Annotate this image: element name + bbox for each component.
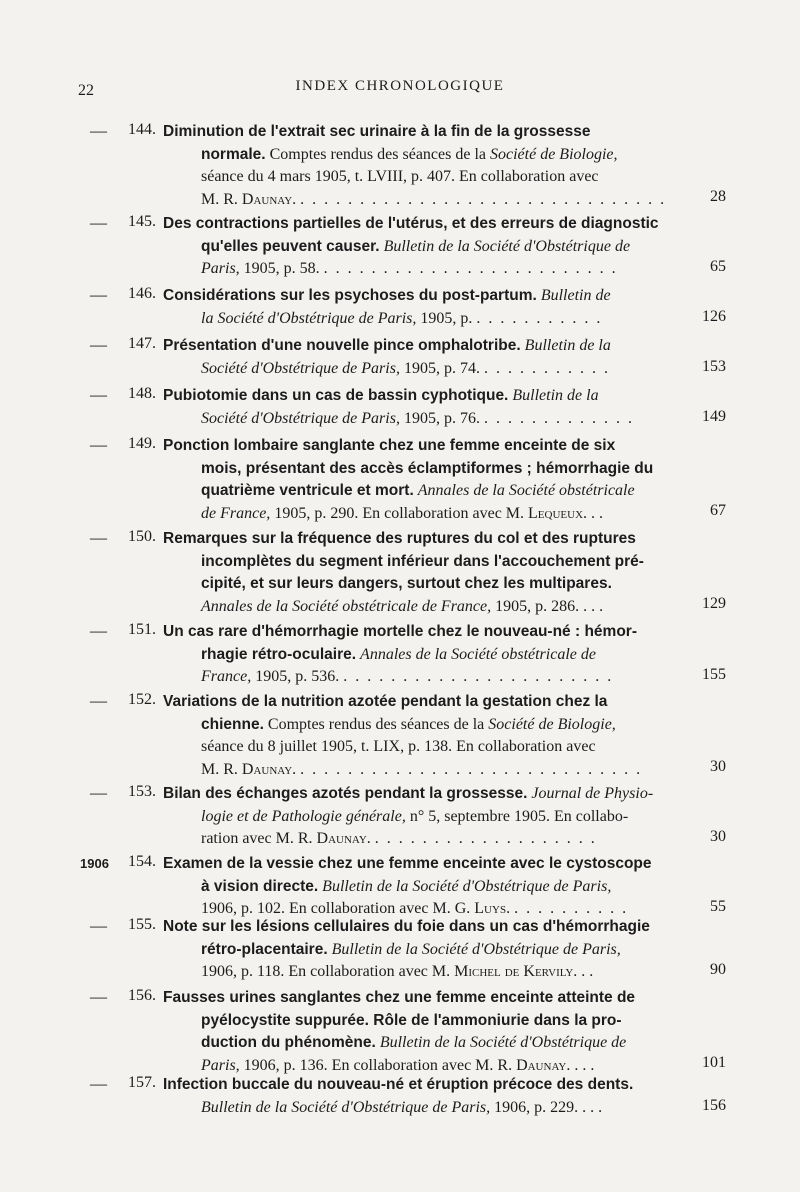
entry-number: 148. (128, 385, 156, 402)
entry-number: 156. (128, 987, 156, 1004)
entry-page: 101 (702, 1054, 726, 1071)
entry-page: 156 (702, 1097, 726, 1114)
entry-page: 149 (702, 408, 726, 425)
entry-number: 147. (128, 335, 156, 352)
entry-page: 30 (710, 828, 726, 845)
entry-marker: — (90, 621, 107, 640)
entry-text: Un cas rare d'hémorrhagie mortelle chez le nouveau-né : hémor- rhagie rétro-oculaire. Annales de la Société obstétricale de France, 1905, p. 536. . . . . . . . . . . . . . . . . . . . . . . . (163, 623, 637, 685)
entry-number: 144. (128, 121, 156, 138)
entry-text: Fausses urines sanglantes chez une femme enceinte atteinte de pyélocystite suppurée. Rôle de l'ammoniurie dans la pro- duction du phénomène. Bulletin de la Société d'Obstétrique de Paris, 1906, p. 136. En collaboration avec M. R. Daunay. . . . (163, 989, 636, 1074)
entry-marker: — (90, 213, 107, 232)
entry-page: 129 (702, 595, 726, 612)
entry-page: 90 (710, 961, 726, 978)
entry-marker: — (90, 385, 107, 404)
entry-number: 153. (128, 783, 156, 800)
entry-number: 151. (128, 621, 156, 638)
entry-marker: — (90, 987, 107, 1006)
entry-marker: — (90, 916, 107, 935)
entry-text: Note sur les lésions cellulaires du foie dans un cas d'hémorrhagie rétro-placentaire. Bulletin de la Société d'Obstétrique de Paris, 1906, p. 118. En collaboration avec M. Michel de Kervily. . . (163, 918, 650, 980)
entry-page: 155 (702, 666, 726, 683)
entry-marker: — (90, 1074, 107, 1093)
entry-text: Ponction lombaire sanglante chez une femme enceinte de six mois, présentant des accès éclamptiformes ; hémorrhagie du quatrième ventricule et mort. Annales de la Société obstétricale de France, 1905, p. 290. En collaboration avec M. Lequeux. . . (163, 437, 654, 522)
entry-page: 30 (710, 758, 726, 775)
entry-text: Remarques sur la fréquence des ruptures du col et des ruptures incomplètes du segment inférieur dans l'accouchement pré- cipité, et sur leurs dangers, surtout chez les multipares. Annales de la Société obstétricale de France, 1905, p. 286. . . . (163, 530, 644, 615)
entry-text: Examen de la vessie chez une femme enceinte avec le cystoscope à vision directe. Bulletin de la Société d'Obstétrique de Paris, 1906, p. 102. En collaboration avec M. G. Luys. . . . . . . . . . . (163, 855, 652, 917)
entry-text: Diminution de l'extrait sec urinaire à la fin de la grossesse normale. Comptes rendus des séances de la Société de Biologie, séance du 4 mars 1905, t. LVIII, p. 407. En collaboration avec M. R. Daunay. . . . . . . . . . . . . . . . . . . . . . . . . . . . . . . . (163, 123, 667, 208)
entry-marker: — (90, 783, 107, 802)
entry-number: 146. (128, 285, 156, 302)
entry-number: 150. (128, 528, 156, 545)
entry-number: 154. (128, 853, 156, 870)
page-header (0, 78, 800, 102)
entry-page: 126 (702, 308, 726, 325)
entry-page: 67 (710, 502, 726, 519)
entry-number: 145. (128, 213, 156, 230)
entry-marker: — (90, 435, 107, 454)
entry-text: Considérations sur les psychoses du post-partum. Bulletin de la Société d'Obstétrique de Paris, 1905, p. . . . . . . . . . . . (163, 287, 611, 327)
entry-marker: — (90, 528, 107, 547)
entry-marker: — (90, 285, 107, 304)
entry-page: 55 (710, 898, 726, 915)
entry-number: 157. (128, 1074, 156, 1091)
entry-year: 1906 (80, 856, 109, 871)
page-number: 22 (78, 82, 94, 99)
entry-text: Infection buccale du nouveau-né et éruption précoce des dents. Bulletin de la Société d'Obstétrique de Paris, 1906, p. 229. . . . (163, 1076, 634, 1116)
entry-text: Bilan des échanges azotés pendant la grossesse. Journal de Physio- logie et de Pathologie générale, n° 5, septembre 1905. En collabo- ration avec M. R. Daunay. . . . . . . . . . . . . . . . . . . . (163, 785, 654, 847)
entry-page: 28 (710, 188, 726, 205)
entry-number: 155. (128, 916, 156, 933)
entry-text: Variations de la nutrition azotée pendant la gestation chez la chienne. Comptes rendus des séances de la Société de Biologie, séance du 8 juillet 1905, t. LIX, p. 138. En collaboration avec M. R. Daunay. . . . . . . . . . . . . . . . . . . . . . . . . . . . . . (163, 693, 643, 778)
entry-marker: — (90, 121, 107, 140)
entry-text: Des contractions partielles de l'utérus, et des erreurs de diagnostic qu'elles peuvent causer. Bulletin de la Société d'Obstétrique de Paris, 1905, p. 58. . . . . . . . . . . . . . . . . . . . . . . . . . (163, 215, 659, 277)
running-head: INDEX CHRONOLOGIQUE (295, 78, 505, 94)
entry-marker: — (90, 691, 107, 710)
entry-marker: — (90, 335, 107, 354)
entry-text: Pubiotomie dans un cas de bassin cyphotique. Bulletin de la Société d'Obstétrique de Paris, 1905, p. 76. . . . . . . . . . . . . . (163, 387, 634, 427)
entry-text: Présentation d'une nouvelle pince omphalotribe. Bulletin de la Société d'Obstétrique de Paris, 1905, p. 74. . . . . . . . . . . . (163, 337, 611, 377)
entry-number: 149. (128, 435, 156, 452)
entry-number: 152. (128, 691, 156, 708)
entry-page: 65 (710, 258, 726, 275)
entry-page: 153 (702, 358, 726, 375)
